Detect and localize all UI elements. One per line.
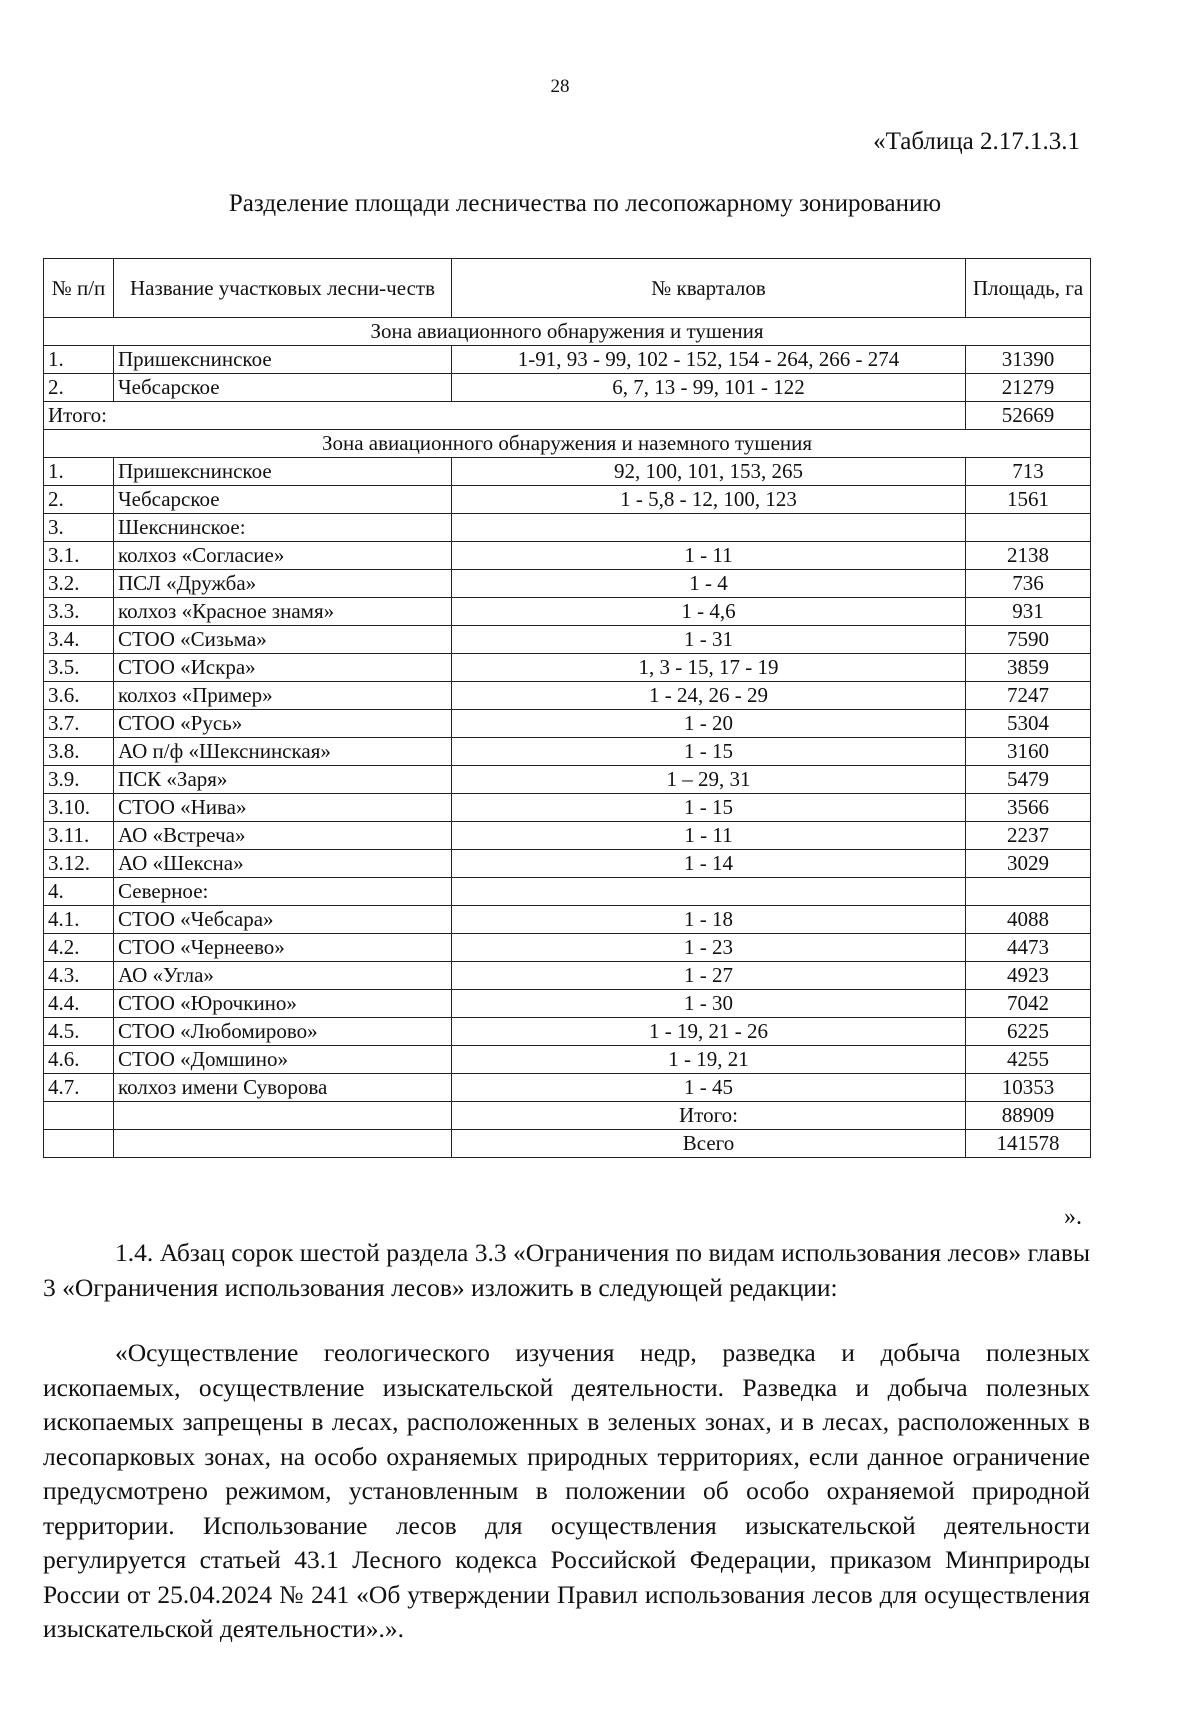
empty-cell [44,1102,114,1130]
area-value: 5304 [966,710,1091,738]
table-row [44,1018,1091,1046]
forestry-name: Пришекснинское [114,346,452,374]
area-value: 736 [966,570,1091,598]
table-row [44,654,1091,682]
empty-cell [44,1130,114,1158]
forestry-name: Чебсарское [114,374,452,402]
row-number: 1. [44,458,114,486]
subtotal-label: Итого: [452,1102,966,1130]
grand-total-row [44,1130,1091,1158]
area-value [966,878,1091,906]
table-row [44,906,1091,934]
quarters-list: 1 - 15 [452,794,966,822]
table-row [44,962,1091,990]
row-number: 3.2. [44,570,114,598]
header-quarters: № кварталов [452,259,966,318]
table-row [44,570,1091,598]
closing-quote: ». [1064,1204,1082,1230]
area-value: 1561 [966,486,1091,514]
subtotal-row [44,1102,1091,1130]
forestry-name: СТОО «Искра» [114,654,452,682]
table-header-row [44,259,1091,318]
forestry-name: колхоз «Красное знамя» [114,598,452,626]
row-number: 3.4. [44,626,114,654]
table-row [44,542,1091,570]
quarters-list: 1 - 5,8 - 12, 100, 123 [452,486,966,514]
row-number: 3.11. [44,822,114,850]
table-row [44,346,1091,374]
quarters-list [452,514,966,542]
forestry-name: АО «Встреча» [114,822,452,850]
forestry-name: Шекснинское: [114,514,452,542]
table-row [44,794,1091,822]
table-row [44,822,1091,850]
quarters-list: 1 – 29, 31 [452,766,966,794]
subtotal-area: 52669 [966,402,1091,430]
row-number: 4.6. [44,1046,114,1074]
table-row [44,1074,1091,1102]
forestry-name: СТОО «Любомирово» [114,1018,452,1046]
row-number: 3.6. [44,682,114,710]
quarters-list: 1 - 4,6 [452,598,966,626]
area-value: 10353 [966,1074,1091,1102]
area-value: 7590 [966,626,1091,654]
forestry-name: Северное: [114,878,452,906]
forestry-name: ПСК «Заря» [114,766,452,794]
zone-title: Зона авиационного обнаружения и наземного тушения [44,430,1091,458]
paragraph-new-text: «Осуществление геологического изучения недр, разведка и добыча полезных ископаемых, осуществление изыскательской деятельности. Разведка и добыча полезных ископаемых запрещены в лесах, расположенных в зеленых зонах, и в лесах, расположенных в лесопарковых зонах, на особо охраняемых природных территориях, если данное ограничение предусмотрено режимом, установленным в положении об особо охраняемой природной территории. Использование лесов для осуществления изыскательской деятельности регулируется статьей 43.1 Лесного кодекса Российской Федерации, приказом Минприроды России от 25.04.2024 № 241 «Об утверждении Правил использования лесов для осуществления изыскательской деятельности».». [43,1338,1090,1643]
quarters-list: 1 - 18 [452,906,966,934]
row-number: 3.5. [44,654,114,682]
table-caption: «Таблица 2.17.1.3.1 [873,128,1080,155]
area-value: 6225 [966,1018,1091,1046]
row-number: 4.1. [44,906,114,934]
grand-total-label: Всего [452,1130,966,1158]
row-number: 3.3. [44,598,114,626]
row-number: 3.12. [44,850,114,878]
table-row [44,766,1091,794]
forestry-name: СТОО «Русь» [114,710,452,738]
forestry-name: колхоз имени Суворова [114,1074,452,1102]
table-row [44,738,1091,766]
area-value: 3160 [966,738,1091,766]
area-value: 3566 [966,794,1091,822]
area-value: 5479 [966,766,1091,794]
subtotal-row [44,402,1091,430]
forestry-name: СТОО «Домшино» [114,1046,452,1074]
quarters-list: 1 - 45 [452,1074,966,1102]
area-value: 4255 [966,1046,1091,1074]
quarters-list: 1 - 11 [452,822,966,850]
row-number: 3.7. [44,710,114,738]
quarters-list: 1, 3 - 15, 17 - 19 [452,654,966,682]
page-number: 28 [550,76,570,97]
area-value: 7247 [966,682,1091,710]
zone-title-row [44,318,1091,346]
forestry-name: СТОО «Сизьма» [114,626,452,654]
header-num: № п/п [44,259,114,318]
area-value: 4923 [966,962,1091,990]
table-row [44,626,1091,654]
row-number: 4.2. [44,934,114,962]
quarters-list: 1 - 24, 26 - 29 [452,682,966,710]
subtotal-label: Итого: [44,402,966,430]
table-row [44,990,1091,1018]
row-number: 3.9. [44,766,114,794]
area-value: 713 [966,458,1091,486]
area-value [966,514,1091,542]
table-body [44,318,1091,1158]
paragraph-amendment: 1.4. Абзац сорок шестой раздела 3.3 «Ограничения по видам использования лесов» главы 3 «Ограничения использования лесов» изложить в следующей редакции: [43,1238,1090,1302]
table-row [44,710,1091,738]
forestry-name: Пришекснинское [114,458,452,486]
table-row [44,598,1091,626]
forestry-name: СТОО «Нива» [114,794,452,822]
area-value: 2138 [966,542,1091,570]
table-row [44,878,1091,906]
forestry-name: ПСЛ «Дружба» [114,570,452,598]
quarters-list: 6, 7, 13 - 99, 101 - 122 [452,374,966,402]
area-value: 3029 [966,850,1091,878]
quarters-list: 1 - 19, 21 [452,1046,966,1074]
forest-zoning-table [43,258,1091,1158]
area-value: 2237 [966,822,1091,850]
table-row [44,1046,1091,1074]
area-value: 4088 [966,906,1091,934]
area-value: 21279 [966,374,1091,402]
forestry-name: СТОО «Чебсара» [114,906,452,934]
area-value: 31390 [966,346,1091,374]
quarters-list: 1 - 15 [452,738,966,766]
empty-cell [114,1102,452,1130]
row-number: 4.5. [44,1018,114,1046]
table-row [44,458,1091,486]
row-number: 4.3. [44,962,114,990]
quarters-list: 1 - 27 [452,962,966,990]
table-title: Разделение площади лесничества по лесопожарному зонированию [228,190,942,217]
row-number: 3.8. [44,738,114,766]
forestry-name: СТОО «Чернеево» [114,934,452,962]
subtotal-area: 88909 [966,1102,1091,1130]
row-number: 4. [44,878,114,906]
quarters-list: 1 - 4 [452,570,966,598]
forestry-name: Чебсарское [114,486,452,514]
quarters-list [452,878,966,906]
quarters-list: 1 - 23 [452,934,966,962]
quarters-list: 1 - 30 [452,990,966,1018]
table-row [44,514,1091,542]
row-number: 4.7. [44,1074,114,1102]
table-row [44,374,1091,402]
area-value: 4473 [966,934,1091,962]
table-row [44,850,1091,878]
table-row [44,682,1091,710]
table-row [44,934,1091,962]
row-number: 3.1. [44,542,114,570]
forestry-name: СТОО «Юрочкино» [114,990,452,1018]
row-number: 2. [44,374,114,402]
forestry-name: АО п/ф «Шекснинская» [114,738,452,766]
row-number: 2. [44,486,114,514]
quarters-list: 1 - 14 [452,850,966,878]
quarters-list: 1-91, 93 - 99, 102 - 152, 154 - 264, 266 - 274 [452,346,966,374]
forestry-name: АО «Угла» [114,962,452,990]
forestry-name: АО «Шексна» [114,850,452,878]
header-name: Название участковых лесни-честв [114,259,452,318]
area-value: 3859 [966,654,1091,682]
header-area: Площадь, га [966,259,1091,318]
grand-total-area: 141578 [966,1130,1091,1158]
zone-title-row [44,430,1091,458]
table-row [44,486,1091,514]
quarters-list: 1 - 31 [452,626,966,654]
row-number: 1. [44,346,114,374]
area-value: 7042 [966,990,1091,1018]
row-number: 3.10. [44,794,114,822]
quarters-list: 1 - 20 [452,710,966,738]
zone-title: Зона авиационного обнаружения и тушения [44,318,1091,346]
area-value: 931 [966,598,1091,626]
forestry-name: колхоз «Согласие» [114,542,452,570]
quarters-list: 1 - 19, 21 - 26 [452,1018,966,1046]
forestry-name: колхоз «Пример» [114,682,452,710]
row-number: 4.4. [44,990,114,1018]
row-number: 3. [44,514,114,542]
quarters-list: 92, 100, 101, 153, 265 [452,458,966,486]
empty-cell [114,1130,452,1158]
quarters-list: 1 - 11 [452,542,966,570]
